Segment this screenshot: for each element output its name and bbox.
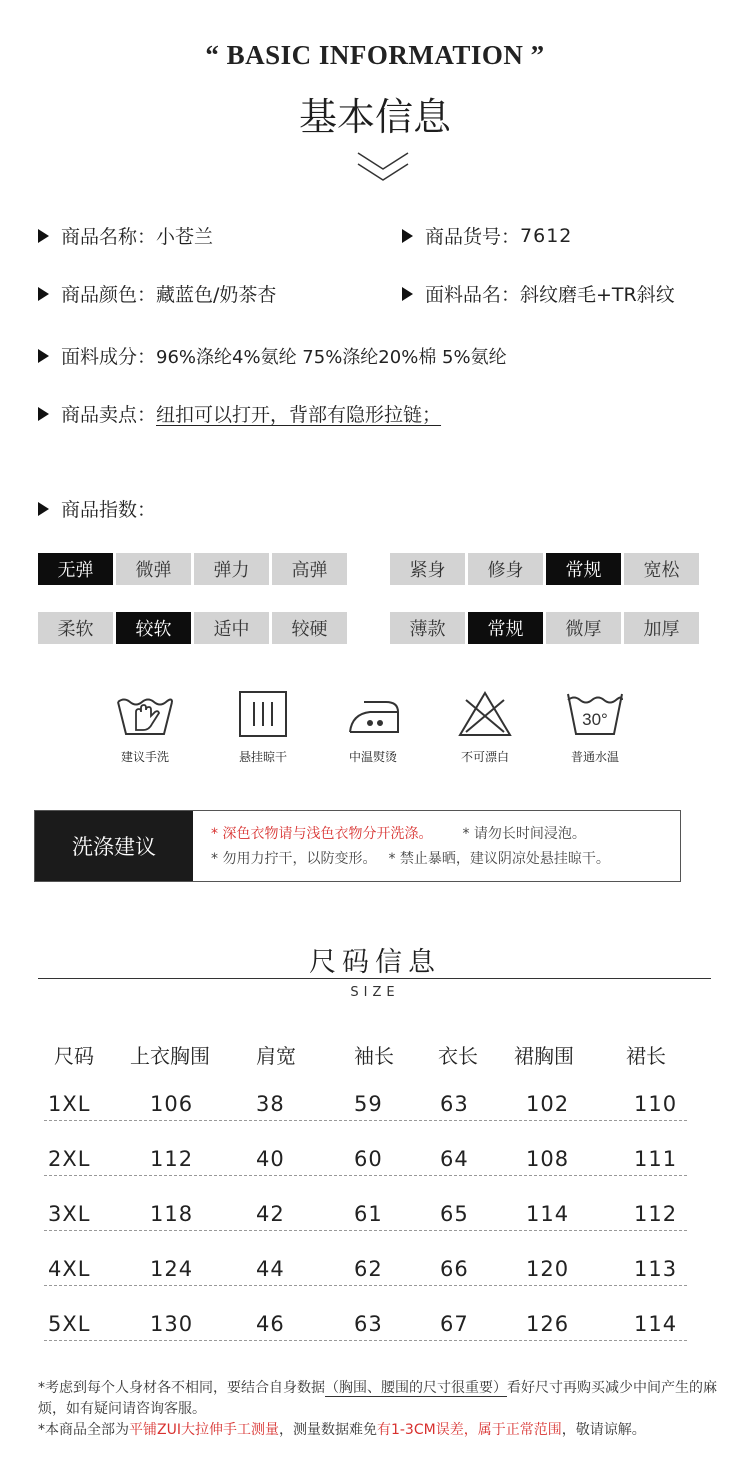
washing-line-2 [211, 847, 610, 872]
table-cell: 2XL [48, 1147, 91, 1171]
product-name-value: 小苍兰 [156, 226, 214, 248]
table-cell: 66 [440, 1257, 469, 1281]
care-water-temp [555, 690, 635, 765]
composition-value: 96%涤纶4%氨纶 75%涤纶20%棉 5%氨纶 [156, 346, 507, 368]
washing-tip-3: * 勿用力拧干，以防变形。 [211, 851, 377, 867]
note-text: 看好尺寸再购买减少中间产生的麻烦，如有疑问请咨询客服。 [38, 1380, 717, 1417]
fabric-name-value: 斜纹磨毛+TR斜纹 [520, 284, 675, 306]
care-label: 普通水温 [570, 750, 619, 764]
hang-dry-icon [232, 690, 294, 738]
thickness-option: 薄款 [390, 612, 465, 644]
washing-line-1 [211, 822, 610, 847]
care-label: 悬挂晾干 [238, 750, 287, 764]
size-header: 裙胸围 [514, 1044, 574, 1068]
table-cell: 120 [526, 1257, 570, 1281]
size-header: 衣长 [438, 1044, 478, 1068]
info-product-sku [402, 222, 572, 249]
care-no-bleach [445, 690, 525, 765]
table-cell: 118 [150, 1202, 194, 1226]
row-divider [44, 1120, 687, 1121]
product-name-label: 商品名称： [61, 226, 157, 248]
water-temp-text: 30° [582, 710, 608, 729]
table-cell: 108 [526, 1147, 570, 1171]
title-en: “ BASIC INFORMATION ” [205, 40, 545, 70]
table-cell: 4XL [48, 1257, 91, 1281]
fit-option: 紧身 [390, 553, 465, 585]
triangle-bullet-icon [402, 287, 413, 301]
double-chevron-down-icon [355, 150, 411, 186]
triangle-bullet-icon [38, 287, 49, 301]
triangle-bullet-icon [38, 349, 49, 363]
fit-option: 宽松 [624, 553, 699, 585]
size-header: 上衣胸围 [130, 1044, 210, 1068]
softness-option: 较硬 [272, 612, 347, 644]
care-label: 中温熨烫 [348, 750, 397, 764]
table-cell: 65 [440, 1202, 469, 1226]
product-sku-value: 7612 [520, 224, 573, 247]
triangle-bullet-icon [38, 407, 49, 421]
table-cell: 130 [150, 1312, 194, 1336]
washing-tip-2: * 请勿长时间浸泡。 [462, 826, 586, 842]
table-cell: 62 [354, 1257, 383, 1281]
care-hang-dry [223, 690, 303, 765]
fit-option: 常规 [546, 553, 621, 585]
care-hand-wash [105, 690, 185, 765]
product-color-value: 藏蓝色/奶茶杏 [156, 284, 277, 306]
washing-advice-title: 洗涤建议 [35, 811, 193, 881]
table-cell: 40 [256, 1147, 285, 1171]
thickness-option: 常规 [468, 612, 543, 644]
table-cell: 111 [634, 1147, 678, 1171]
size-divider [38, 978, 711, 979]
info-fabric-composition [38, 342, 507, 369]
softness-option: 柔软 [38, 612, 113, 644]
elasticity-option: 高弹 [272, 553, 347, 585]
table-cell: 1XL [48, 1092, 91, 1116]
row-divider [44, 1285, 687, 1286]
no-bleach-icon [454, 690, 516, 738]
elasticity-option: 弹力 [194, 553, 269, 585]
composition-label: 面料成分： [61, 346, 157, 368]
note-text-highlight: 有1-3CM误差，属于正常范围 [376, 1422, 562, 1438]
selling-value: 纽扣可以打开，背部有隐形拉链； [156, 404, 442, 426]
table-cell: 106 [150, 1092, 194, 1116]
table-cell: 61 [354, 1202, 383, 1226]
elasticity-option: 无弹 [38, 553, 113, 585]
fit-option: 修身 [468, 553, 543, 585]
note-line-2 [38, 1420, 718, 1441]
table-cell: 126 [526, 1312, 570, 1336]
washing-advice-box [34, 810, 681, 882]
triangle-bullet-icon [402, 229, 413, 243]
softness-option: 较软 [116, 612, 191, 644]
title-cn: 基本信息 [298, 95, 451, 139]
triangle-bullet-icon [38, 229, 49, 243]
elasticity-scale [38, 553, 347, 585]
table-cell: 113 [634, 1257, 678, 1281]
elasticity-option: 微弹 [116, 553, 191, 585]
thickness-option: 加厚 [624, 612, 699, 644]
table-cell: 114 [526, 1202, 570, 1226]
softness-option: 适中 [194, 612, 269, 644]
note-line-1 [38, 1378, 718, 1420]
table-cell: 102 [526, 1092, 570, 1116]
table-cell: 64 [440, 1147, 469, 1171]
size-subtitle: SIZE [350, 985, 400, 1000]
hand-wash-icon [114, 690, 176, 738]
note-text: *考虑到每个人身材各不相同，要结合自身数据 [38, 1380, 325, 1396]
product-sku-label: 商品货号： [425, 226, 521, 248]
size-header: 袖长 [354, 1044, 394, 1068]
selling-label: 商品卖点： [61, 404, 157, 426]
table-cell: 42 [256, 1202, 285, 1226]
table-cell: 63 [440, 1092, 469, 1116]
washing-tip-4: * 禁止暴晒，建议阴凉处悬挂晾干。 [388, 851, 610, 867]
index-label: 商品指数： [61, 499, 157, 521]
table-cell: 3XL [48, 1202, 91, 1226]
washing-tip-1: * 深色衣物请与浅色衣物分开洗涤。 [211, 826, 433, 842]
row-divider [44, 1340, 687, 1341]
iron-medium-icon [342, 690, 404, 738]
size-header: 肩宽 [256, 1044, 296, 1068]
info-index [38, 495, 156, 522]
table-cell: 63 [354, 1312, 383, 1336]
table-cell: 112 [634, 1202, 678, 1226]
info-selling-point [38, 400, 441, 427]
thickness-scale [390, 612, 699, 644]
size-header: 裙长 [626, 1044, 666, 1068]
size-title: 尺码信息 [309, 947, 441, 978]
size-notes [38, 1378, 718, 1441]
row-divider [44, 1230, 687, 1231]
size-header: 尺码 [54, 1044, 94, 1068]
care-label: 不可漂白 [460, 750, 509, 764]
info-product-name [38, 222, 213, 249]
table-cell: 60 [354, 1147, 383, 1171]
table-cell: 44 [256, 1257, 285, 1281]
table-cell: 59 [354, 1092, 383, 1116]
note-text-underlined: （胸围、腰围的尺寸很重要） [325, 1380, 507, 1396]
table-cell: 112 [150, 1147, 194, 1171]
table-cell: 46 [256, 1312, 285, 1336]
care-iron [333, 690, 413, 765]
water-temp-30-icon [564, 690, 626, 738]
table-cell: 38 [256, 1092, 285, 1116]
note-text: ，测量数据难免 [278, 1422, 377, 1438]
note-text-highlight: 平铺ZUI大拉伸手工测量 [129, 1422, 279, 1438]
table-cell: 110 [634, 1092, 678, 1116]
washing-advice-body [193, 811, 610, 881]
row-divider [44, 1175, 687, 1176]
note-text: *本商品全部为 [38, 1422, 129, 1438]
table-cell: 67 [440, 1312, 469, 1336]
fabric-name-label: 面料品名： [425, 284, 521, 306]
table-cell: 124 [150, 1257, 194, 1281]
fit-scale [390, 553, 699, 585]
product-color-label: 商品颜色： [61, 284, 157, 306]
info-fabric-name [402, 280, 675, 307]
thickness-option: 微厚 [546, 612, 621, 644]
triangle-bullet-icon [38, 502, 49, 516]
info-product-color [38, 280, 276, 307]
table-cell: 114 [634, 1312, 678, 1336]
note-text: ，敬请谅解。 [561, 1422, 646, 1438]
softness-scale [38, 612, 347, 644]
care-label: 建议手洗 [120, 750, 169, 764]
table-cell: 5XL [48, 1312, 91, 1336]
